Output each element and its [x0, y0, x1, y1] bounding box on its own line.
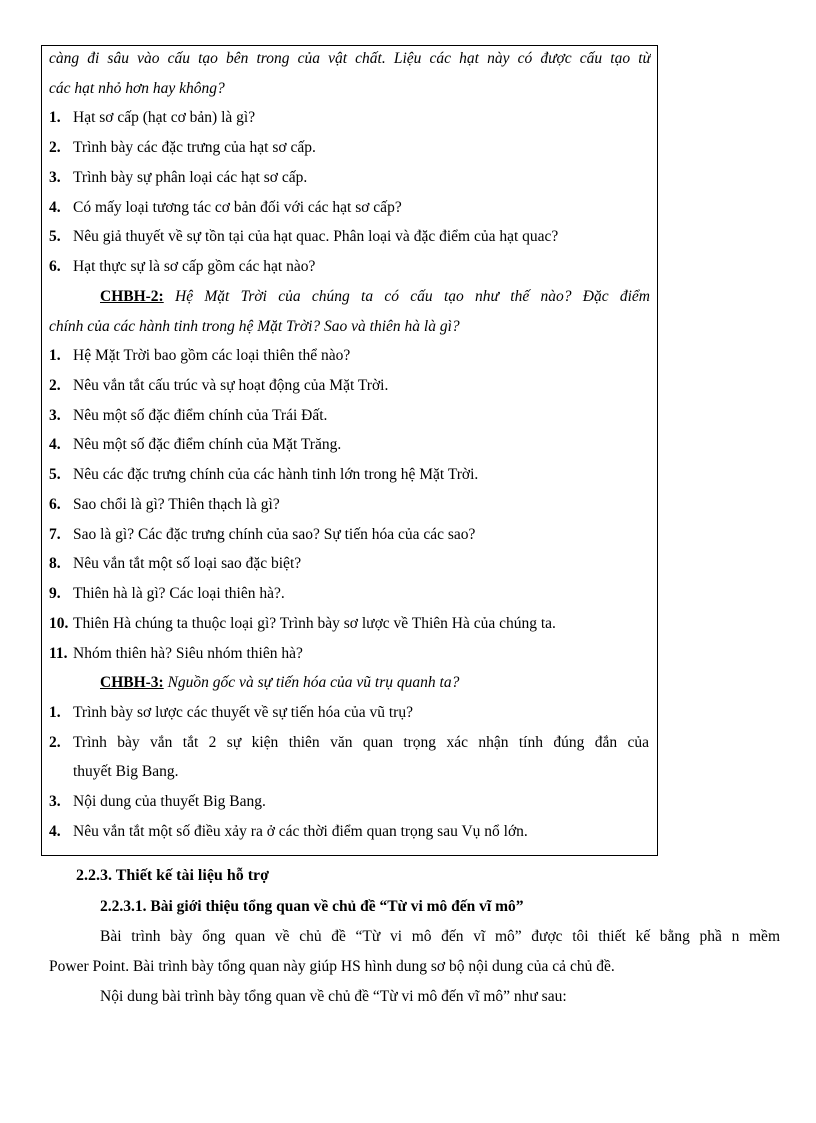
question-item: 4. Nêu vắn tắt một số điều xảy ra ở các thời điểm quan trọng sau Vụ nổ lớn.	[49, 823, 528, 840]
intro-line-2: các hạt nhỏ hơn hay không?	[49, 80, 225, 97]
chbh3-title: Nguồn gốc và sự tiến hóa của vũ trụ quanh ta?	[167, 674, 460, 691]
chbh2-label: CHBH-2:	[100, 288, 164, 305]
section-heading: 2.2.3. Thiết kế tài liệu hỗ trợ	[76, 867, 270, 884]
question-item: 8. Nêu vắn tắt một số loại sao đặc biệt?	[49, 555, 302, 572]
subsection-heading: 2.2.3.1. Bài giới thiệu tổng quan về chủ đề “Từ vi mô đến vĩ mô”	[100, 898, 524, 915]
question-item: 5. Nêu giả thuyết về sự tồn tại của hạt quac. Phân loại và đặc điểm của hạt quac?	[49, 228, 559, 245]
question-item: 1. Hạt sơ cấp (hạt cơ bản) là gì?	[49, 109, 256, 126]
question-item: 7. Sao là gì? Các đặc trưng chính của sao? Sự tiến hóa của các sao?	[49, 526, 476, 543]
question-item: 3. Trình bày sự phân loại các hạt sơ cấp.	[49, 169, 308, 186]
question-item: 1. Hệ Mặt Trời bao gồm các loại thiên thể nào?	[49, 347, 351, 364]
question-item: 6. Sao chổi là gì? Thiên thạch là gì?	[49, 496, 280, 513]
paragraph-line: Power Point. Bài trình bày tổng quan này giúp HS hình dung sơ bộ nội dung của cả chủ đề.	[49, 958, 615, 975]
chbh2-title-cont: chính của các hành tinh trong hệ Mặt Trời? Sao và thiên hà là gì?	[49, 318, 460, 335]
question-item: 6. Hạt thực sự là sơ cấp gồm các hạt nào?	[49, 258, 316, 275]
question-item: 1. Trình bày sơ lược các thuyết về sự tiến hóa của vũ trụ?	[49, 704, 413, 721]
intro-line-1: càng đi sâu vào cấu tạo bên trong của vật chất. Liệu các hạt này có được cấu tạo từ	[49, 50, 651, 67]
question-item: 11. Nhóm thiên hà? Siêu nhóm thiên hà?	[49, 645, 303, 662]
question-item: 2. Nêu vắn tắt cấu trúc và sự hoạt động của Mặt Trời.	[49, 377, 389, 394]
question-item: 10. Thiên Hà chúng ta thuộc loại gì? Trình bày sơ lược về Thiên Hà của chúng ta.	[49, 615, 556, 632]
question-item: 2. Trình bày các đặc trưng của hạt sơ cấp.	[49, 139, 316, 156]
paragraph-line: Bài trình bày ổng quan về chủ đề “Từ vi mô đến vĩ mô” được tôi thiết kế bằng phầ n mềm	[100, 928, 780, 945]
question-item: 5. Nêu các đặc trưng chính của các hành tinh lớn trong hệ Mặt Trời.	[49, 466, 479, 483]
question-item: 2. Trình bày vắn tắt 2 sự kiện thiên văn quan trọng xác nhận tính đúng đắn của	[49, 734, 649, 751]
chbh3-heading	[100, 672, 459, 694]
chbh2-heading	[100, 286, 650, 308]
question-item: 4. Nêu một số đặc điểm chính của Mặt Trăng.	[49, 436, 342, 453]
paragraph-line: Nội dung bài trình bày tổng quan về chủ đề “Từ vi mô đến vĩ mô” như sau:	[100, 988, 567, 1005]
question-item-cont: thuyết Big Bang.	[73, 763, 179, 780]
question-item: 3. Nêu một số đặc điểm chính của Trái Đất.	[49, 407, 328, 424]
question-item: 3. Nội dung của thuyết Big Bang.	[49, 793, 266, 810]
chbh3-label: CHBH-3:	[100, 674, 164, 691]
question-item: 4. Có mấy loại tương tác cơ bản đối với các hạt sơ cấp?	[49, 199, 402, 216]
chbh2-title: Hệ Mặt Trời của chúng ta có cấu tạo như thế nào? Đặc điểm	[175, 288, 650, 305]
question-item: 9. Thiên hà là gì? Các loại thiên hà?.	[49, 585, 285, 602]
